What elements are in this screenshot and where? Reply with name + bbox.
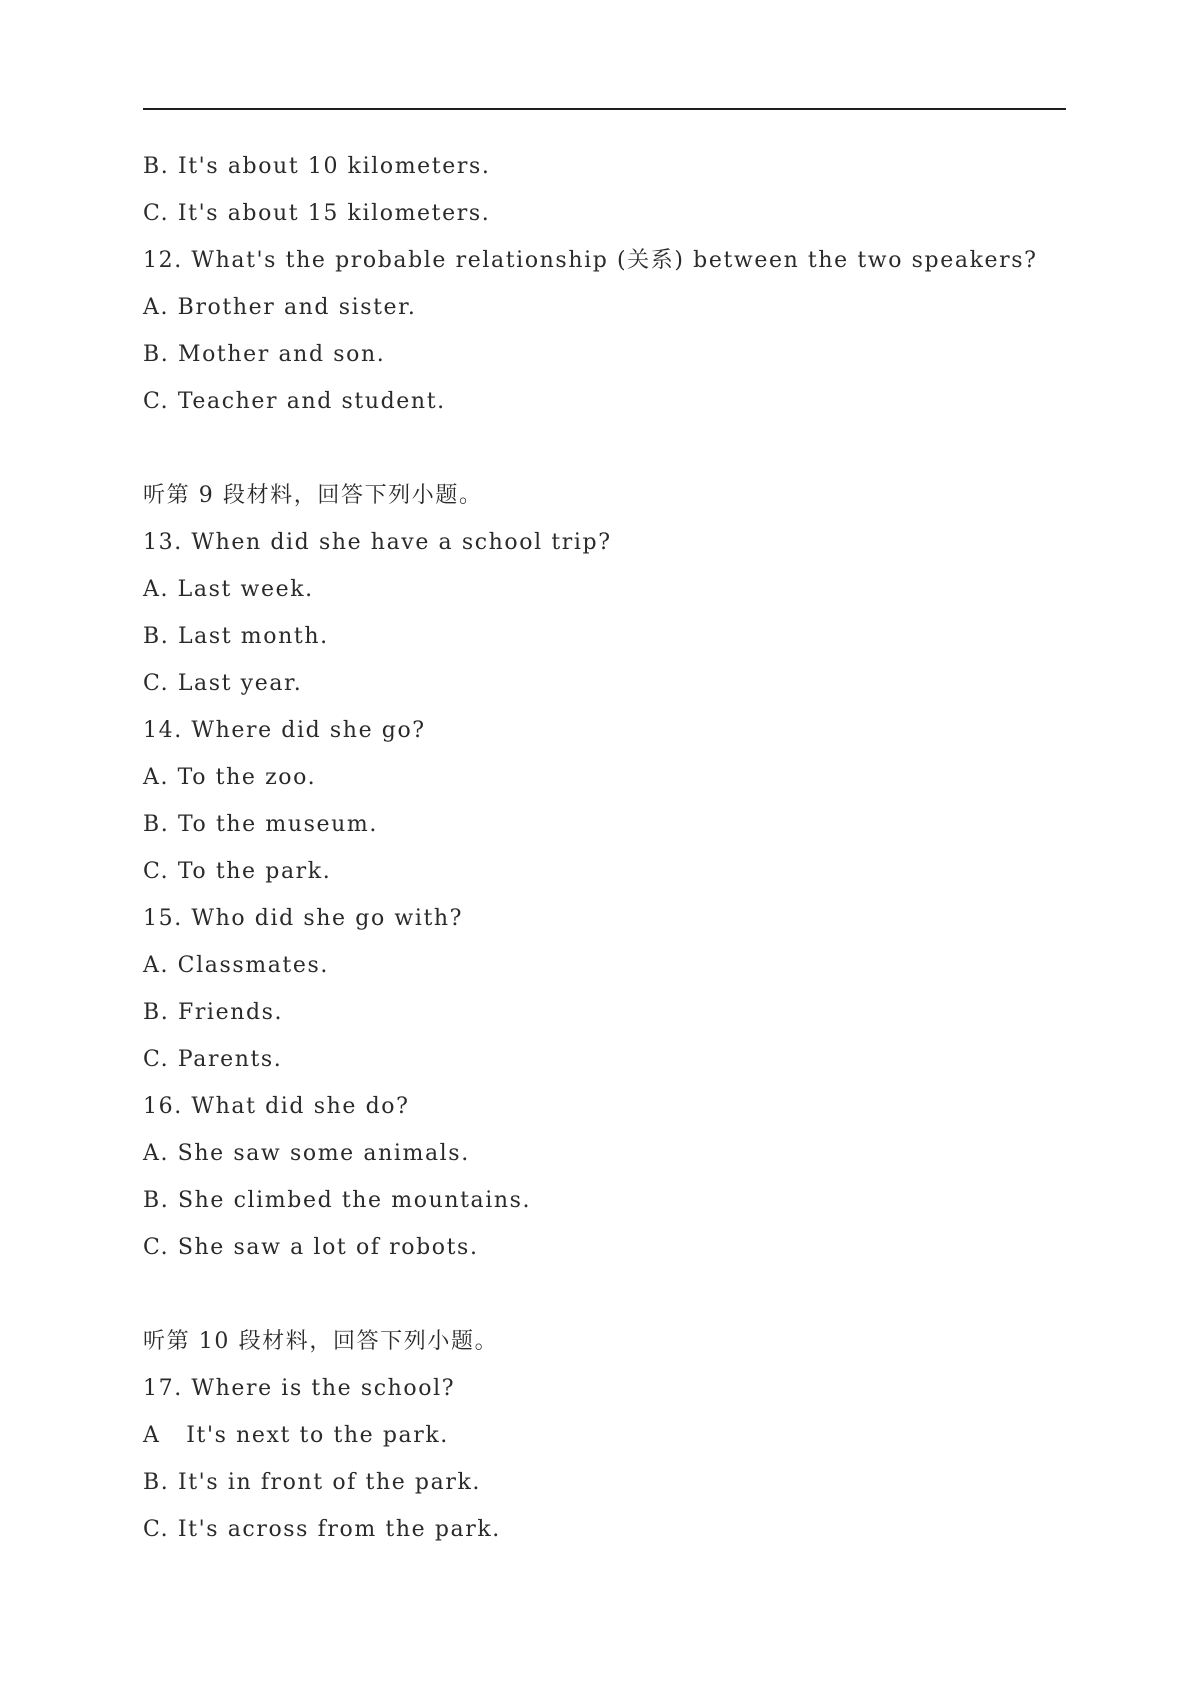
q15-question: 15. Who did she go with? <box>143 906 464 931</box>
q15-option-b: B. Friends. <box>143 1000 284 1025</box>
q12-option-a: A. Brother and sister. <box>143 295 417 320</box>
q15-option-a: A. Classmates. <box>143 953 329 978</box>
q14-option-b: B. To the museum. <box>143 812 378 837</box>
q16-option-c: C. She saw a lot of robots. <box>143 1235 479 1260</box>
q13-question: 13. When did she have a school trip? <box>143 530 612 555</box>
q14-question: 14. Where did she go? <box>143 718 426 743</box>
header-rule <box>143 108 1066 110</box>
q11-option-c: C. It's about 15 kilometers. <box>143 201 491 226</box>
q13-option-a: A. Last week. <box>143 577 314 602</box>
section10-heading: 听第 10 段材料，回答下列小题。 <box>143 1329 499 1354</box>
q12-option-c: C. Teacher and student. <box>143 389 446 414</box>
q16-option-b: B. She climbed the mountains. <box>143 1188 532 1213</box>
q13-option-c: C. Last year. <box>143 671 303 696</box>
section9-heading: 听第 9 段材料，回答下列小题。 <box>143 483 483 508</box>
q12-question: 12. What's the probable relationship (关系) between the two speakers? <box>143 248 1038 273</box>
q14-option-a: A. To the zoo. <box>143 765 317 790</box>
q11-option-b: B. It's about 10 kilometers. <box>143 154 491 179</box>
q15-option-c: C. Parents. <box>143 1047 283 1072</box>
q17-option-a: A It's next to the park. <box>143 1423 449 1448</box>
q16-option-a: A. She saw some animals. <box>143 1141 470 1166</box>
q17-question: 17. Where is the school? <box>143 1376 456 1401</box>
q14-option-c: C. To the park. <box>143 859 332 884</box>
q17-option-b: B. It's in front of the park. <box>143 1470 481 1495</box>
q12-option-b: B. Mother and son. <box>143 342 386 367</box>
q17-option-c: C. It's across from the park. <box>143 1517 501 1542</box>
q13-option-b: B. Last month. <box>143 624 329 649</box>
q16-question: 16. What did she do? <box>143 1094 410 1119</box>
